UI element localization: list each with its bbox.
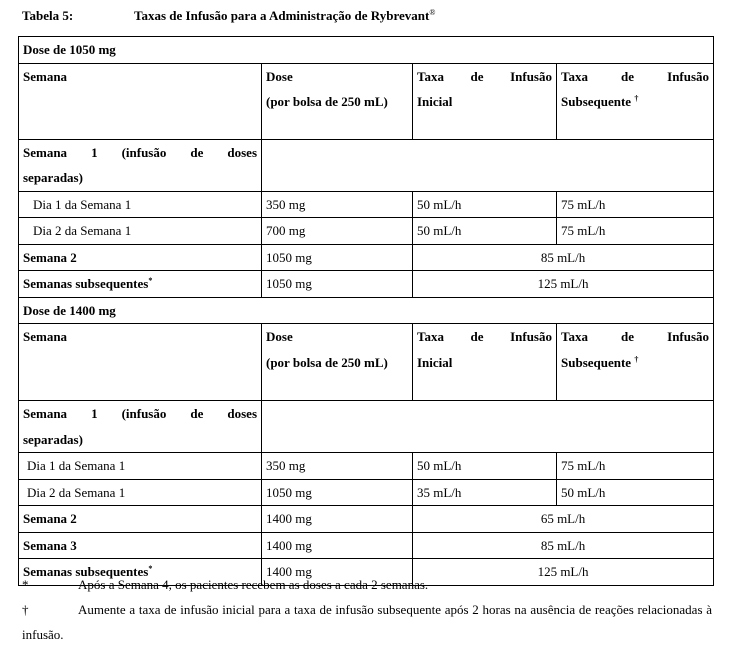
table-row [19, 191, 714, 218]
header-dose [262, 324, 413, 401]
footnote-text: Após a Semana 4, os pacientes recebem as doses a cada 2 semanas. [78, 577, 429, 592]
header-initial-rate [413, 324, 557, 401]
week1-line1-1050: Semana 1 (infusão de doses [23, 144, 257, 160]
dagger-mark: † [634, 354, 639, 364]
initial-rate-cell: 50 mL/h [413, 218, 557, 245]
footnote-mark: † [22, 602, 29, 617]
week-cell: Dia 1 da Semana 1 [19, 191, 262, 218]
footnote-mark: * [22, 577, 29, 592]
week1-line2-1400: separadas) [23, 431, 83, 447]
subsequent-rate-cell: 75 mL/h [557, 453, 714, 480]
footnote-asterisk [22, 572, 712, 597]
header-subsequent-rate [557, 63, 714, 139]
header-initial-line2: Inicial [417, 94, 453, 109]
header-row-1400 [19, 324, 714, 401]
week1-line1-1400: Semana 1 (infusão de doses [23, 406, 257, 421]
table-row [19, 479, 714, 506]
table-row [19, 244, 714, 271]
week-cell: Dia 2 da Semana 1 [19, 218, 262, 245]
dose-cell: 350 mg [262, 191, 413, 218]
week-cell: Dia 1 da Semana 1 [19, 453, 262, 480]
week-text: Semanas subsequentes [23, 564, 149, 579]
initial-rate-cell: 50 mL/h [413, 191, 557, 218]
rate-cell: 85 mL/h [413, 244, 714, 271]
asterisk-mark: * [148, 276, 153, 285]
week-cell: Semana 3 [19, 532, 262, 559]
footnote-text: Aumente a taxa de infusão inicial para a taxa de infusão subsequente após 2 horas na ausência de reações relacionadas à infusão. [22, 602, 712, 642]
dose-cell: 1050 mg [262, 479, 413, 506]
header-subsequent-line2: Subsequente [561, 94, 632, 109]
footnotes [22, 572, 712, 647]
rate-cell: 85 mL/h [413, 532, 714, 559]
dose-cell: 1050 mg [262, 244, 413, 271]
caption-number: Tabela 5: [22, 8, 74, 23]
week1-row-1400 [19, 401, 714, 453]
initial-rate-cell: 35 mL/h [413, 479, 557, 506]
week1-label-1050 [19, 139, 262, 191]
week-cell: Dia 2 da Semana 1 [19, 479, 262, 506]
trademark-mark: ® [429, 8, 436, 17]
dagger-mark: † [634, 94, 639, 103]
header-subsequent-line1: Taxa de Infusão [561, 68, 710, 84]
header-semana: Semana [19, 63, 262, 139]
dose-cell: 1400 mg [262, 532, 413, 559]
rate-cell: 125 mL/h [413, 559, 714, 586]
table-row [19, 506, 714, 533]
week1-line2-1050: separadas) [23, 170, 83, 185]
table-row [19, 218, 714, 245]
week-cell: Semana 2 [19, 506, 262, 533]
subsequent-rate-cell: 75 mL/h [557, 218, 714, 245]
week1-empty-1400 [262, 401, 714, 453]
week-text: Semanas subsequentes [23, 276, 149, 291]
week-cell: Semana 2 [19, 244, 262, 271]
table-caption [22, 8, 722, 30]
rate-cell: 65 mL/h [413, 506, 714, 533]
header-subsequent-line2-wrap [561, 89, 709, 115]
header-dose-line2: (por bolsa de 250 mL) [266, 94, 388, 109]
caption-title [134, 8, 435, 24]
header-dose [262, 63, 413, 139]
week1-empty-1050 [262, 139, 714, 191]
initial-rate-cell: 50 mL/h [413, 453, 557, 480]
footnote-dagger [22, 597, 712, 647]
dose-cell: 350 mg [262, 453, 413, 480]
asterisk-mark: * [148, 564, 153, 573]
rate-cell: 125 mL/h [413, 271, 714, 298]
section-title-row-1050 [19, 37, 714, 64]
section-title-row-1400 [19, 297, 714, 324]
dose-cell: 1050 mg [262, 271, 413, 298]
table-row [19, 271, 714, 298]
header-initial-line1: Taxa de Infusão [417, 329, 552, 344]
week1-row-1050 [19, 139, 714, 191]
header-semana: Semana [19, 324, 262, 401]
week-cell [19, 271, 262, 298]
subsequent-rate-cell: 75 mL/h [557, 191, 714, 218]
section-title-1400: Dose de 1400 mg [19, 297, 714, 324]
section-title-1050: Dose de 1050 mg [19, 37, 714, 64]
header-subsequent-line2-wrap [561, 350, 709, 376]
dose-cell: 1400 mg [262, 506, 413, 533]
header-dose-line2: (por bolsa de 250 mL) [266, 354, 388, 370]
infusion-rate-table [18, 36, 714, 586]
subsequent-rate-cell: 50 mL/h [557, 479, 714, 506]
header-subsequent-line2: Subsequente [561, 354, 632, 370]
table-row [19, 532, 714, 559]
header-initial-rate [413, 63, 557, 139]
header-dose-line1: Dose [266, 68, 293, 84]
dose-cell: 1400 mg [262, 559, 413, 586]
header-subsequent-line1: Taxa de Infusão [561, 329, 710, 344]
header-row-1050 [19, 63, 714, 139]
header-initial-line2: Inicial [417, 354, 453, 370]
table-row [19, 453, 714, 480]
caption-title-text: Taxas de Infusão para a Administração de Rybrevant [134, 8, 430, 23]
week1-label-1400 [19, 401, 262, 453]
header-subsequent-rate [557, 324, 714, 401]
header-initial-line1: Taxa de Infusão [417, 68, 552, 84]
dose-cell: 700 mg [262, 218, 413, 245]
header-dose-line1: Dose [266, 329, 293, 344]
